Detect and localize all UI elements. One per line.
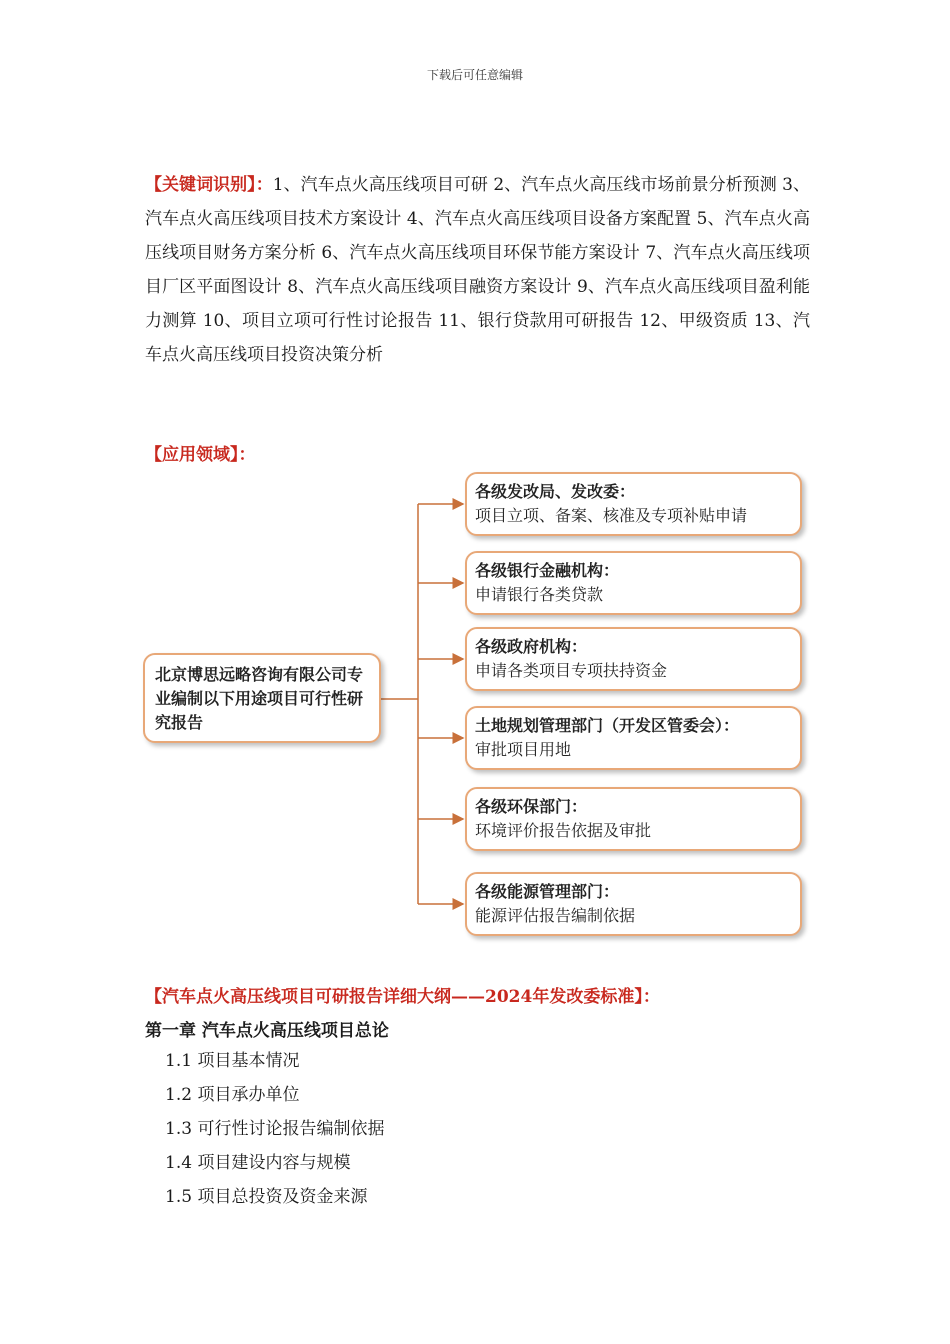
application-item	[465, 551, 802, 615]
section-item: 1.1 项目基本情况	[165, 1051, 300, 1071]
application-item-title: 各级环保部门：	[475, 797, 588, 816]
section-list	[165, 1044, 384, 1214]
application-item-desc: 审批项目用地	[475, 740, 572, 759]
section-item: 1.5 项目总投资及资金来源	[165, 1187, 368, 1207]
application-item-desc: 申请银行各类贷款	[475, 585, 604, 604]
chapter-heading: 第一章 汽车点火高压线项目总论	[145, 1021, 389, 1041]
application-diagram	[140, 466, 810, 946]
keywords-paragraph	[145, 168, 810, 372]
application-label: 【应用领域】：	[145, 445, 256, 465]
application-item-title: 各级银行金融机构：	[475, 561, 620, 580]
application-item-title: 各级发改局、发改委：	[475, 482, 636, 501]
outline-title: 【汽车点火高压线项目可研报告详细大纲——2024年发改委标准】：	[145, 987, 660, 1007]
application-item	[465, 472, 802, 536]
section-item: 1.2 项目承办单位	[165, 1085, 300, 1105]
application-item-title: 各级政府机构：	[475, 637, 588, 656]
header-note: 下载后可任意编辑	[426, 68, 523, 82]
application-item	[465, 706, 802, 770]
section-item: 1.3 可行性讨论报告编制依据	[165, 1119, 385, 1139]
application-item	[465, 872, 802, 936]
center-company-box: 北京博思远略咨询有限公司专业编制以下用途项目可行性研究报告	[143, 653, 381, 743]
keywords-text: 1、汽车点火高压线项目可研 2、汽车点火高压线市场前景分析预测 3、汽车点火高压线项目技术方案设计 4、汽车点火高压线项目设备方案配置 5、汽车点火高压线项目财务方案分析 6、汽车点火高压线项目环保节能方案设计 7、汽车点火高压线项目厂区平面图设计 8、汽车点火高压线项目融资方案设计 9、汽车点火高压线项目盈利能力测算 10、项目立项可行性讨论报告 11、银行贷款用可研报告 12、甲级资质 13、汽车点火高压线项目投资决策分析	[145, 175, 810, 365]
application-item	[465, 787, 802, 851]
application-item-desc: 环境评价报告依据及审批	[475, 821, 652, 840]
section-item: 1.4 项目建设内容与规模	[165, 1153, 351, 1173]
keywords-label: 【关键词识别】：	[145, 175, 273, 195]
application-item-desc: 项目立项、备案、核准及专项补贴申请	[475, 506, 748, 525]
application-item-desc: 申请各类项目专项扶持资金	[475, 661, 668, 680]
application-item	[465, 627, 802, 691]
application-item-title: 土地规划管理部门（开发区管委会）：	[475, 716, 740, 735]
application-item-desc: 能源评估报告编制依据	[475, 906, 636, 925]
application-item-title: 各级能源管理部门：	[475, 882, 620, 901]
